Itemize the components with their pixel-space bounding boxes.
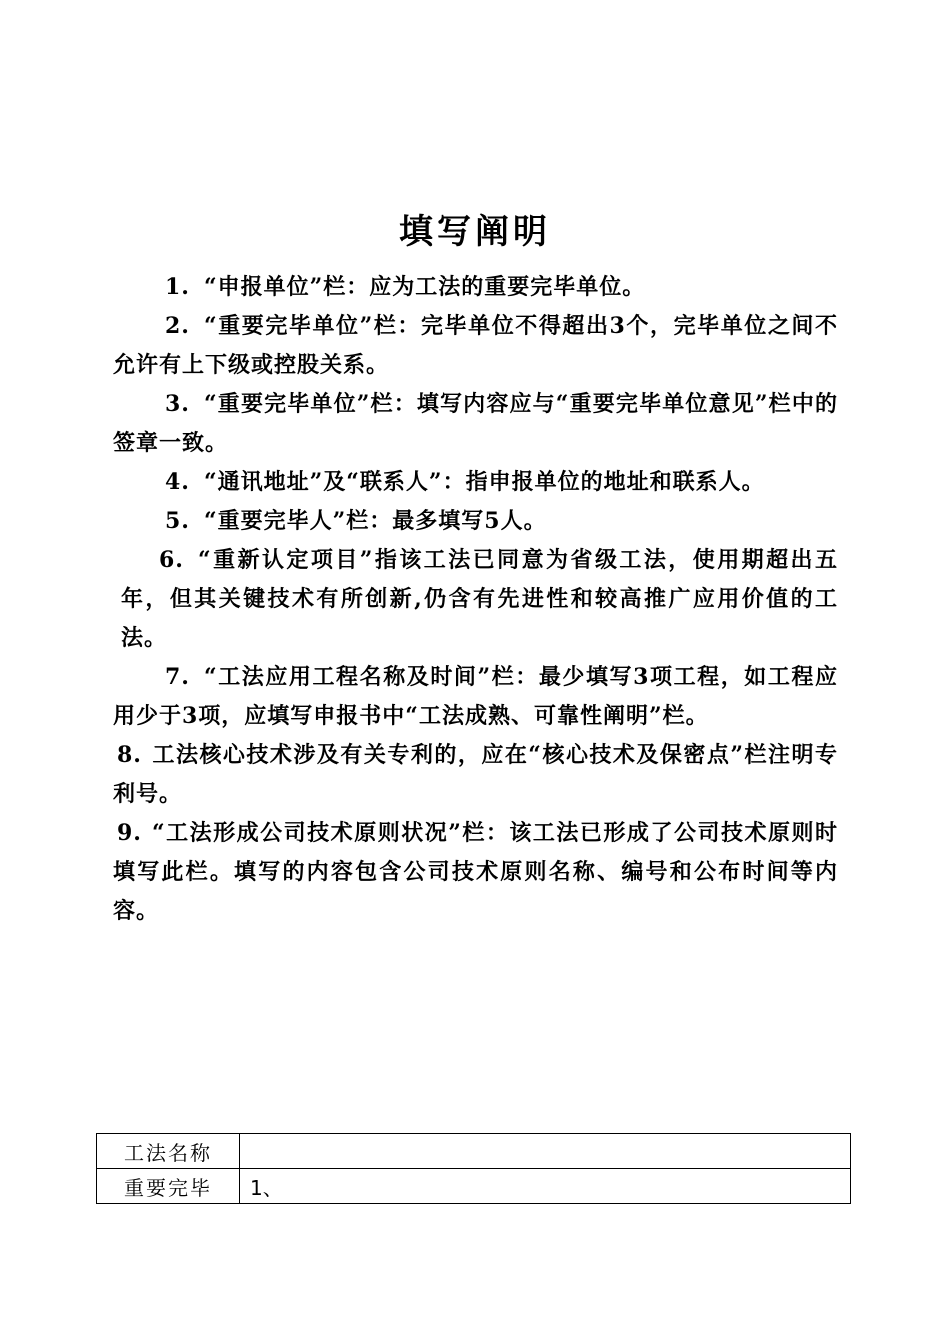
table-row xyxy=(97,1134,851,1169)
instruction-item-8 xyxy=(113,736,838,814)
item-number: 5. xyxy=(165,508,190,534)
application-form-table xyxy=(96,1133,851,1204)
item-number: 4. xyxy=(165,469,190,495)
instruction-item-4 xyxy=(113,463,838,502)
item-number: 2. xyxy=(165,313,190,339)
item-text: “工法应用工程名称及时间”栏：最少填写3项工程，如工程应用少于3项，应填写申报书中“工法成熟、可靠性阐明”栏。 xyxy=(113,664,838,729)
main-completer-label: 重要完毕 xyxy=(97,1169,240,1204)
instruction-item-1 xyxy=(113,268,838,307)
item-text: “通讯地址”及“联系人”：指申报单位的地址和联系人。 xyxy=(203,469,765,495)
item-text: “重新认定项目”指该工法已同意为省级工法，使用期超出五年，但其关键技术有所创新,仍含有先进性和较高推广应用价值的工法。 xyxy=(121,547,838,651)
item-number: 7. xyxy=(165,664,190,690)
item-text: 工法核心技术涉及有关专利的，应在“核心技术及保密点”栏注明专利号。 xyxy=(113,742,838,807)
main-completer-field[interactable]: 1、 xyxy=(240,1169,851,1204)
item-number: 6. xyxy=(159,547,184,573)
item-number: 9. xyxy=(117,820,142,846)
table-row xyxy=(97,1169,851,1204)
instruction-item-5 xyxy=(113,502,838,541)
instructions-list xyxy=(113,268,838,931)
instruction-item-2 xyxy=(113,307,838,385)
instruction-item-3 xyxy=(113,385,838,463)
method-name-label: 工法名称 xyxy=(97,1134,240,1169)
instruction-item-6 xyxy=(113,541,838,658)
item-number: 8. xyxy=(117,742,142,768)
item-text: “重要完毕单位”栏：填写内容应与“重要完毕单位意见”栏中的签章一致。 xyxy=(113,391,838,456)
item-text: “重要完毕单位”栏：完毕单位不得超出3个，完毕单位之间不允许有上下级或控股关系。 xyxy=(113,313,838,378)
item-number: 3. xyxy=(165,391,190,417)
item-text: “工法形成公司技术原则状况”栏：该工法已形成了公司技术原则时填写此栏。填写的内容包含公司技术原则名称、编号和公布时间等内容。 xyxy=(113,820,838,924)
item-text: “重要完毕人”栏：最多填写5人。 xyxy=(203,508,547,534)
item-text: “申报单位”栏：应为工法的重要完毕单位。 xyxy=(203,274,646,300)
instruction-item-9 xyxy=(113,814,838,931)
method-name-field[interactable] xyxy=(240,1134,851,1169)
item-number: 1. xyxy=(165,274,190,300)
page-title: 填写阐明 xyxy=(399,211,551,252)
instruction-item-7 xyxy=(113,658,838,736)
